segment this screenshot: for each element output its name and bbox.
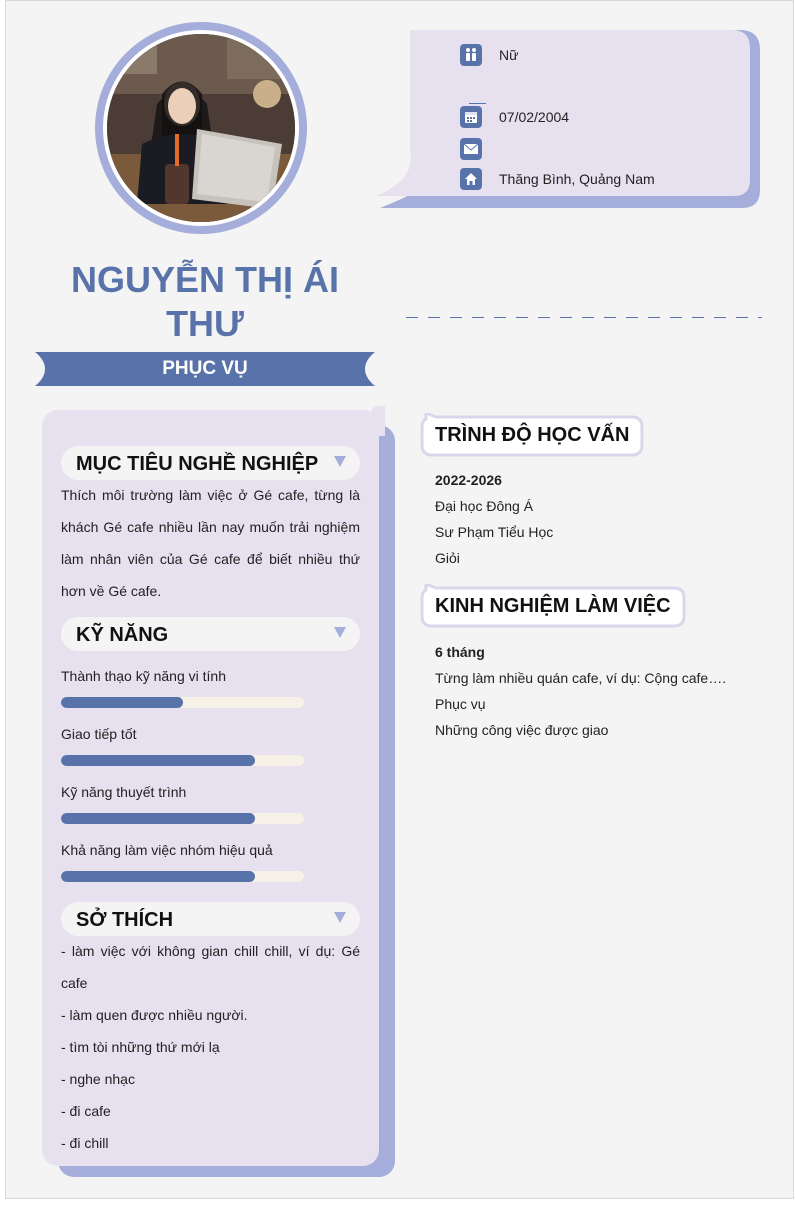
skill-bar [61, 813, 304, 824]
chevron-down-icon [334, 912, 346, 923]
home-icon [460, 168, 482, 190]
education-grade: Giỏi [435, 550, 460, 566]
calendar-icon [460, 106, 482, 128]
skill-label: Khả năng làm việc nhóm hiệu quả [61, 842, 273, 858]
contact-birthdate [460, 105, 569, 129]
skill-bar [61, 871, 304, 882]
skill-bar-fill [61, 871, 255, 882]
list-item: - nghe nhạc [61, 1071, 135, 1087]
contact-address [460, 167, 655, 191]
skill-label: Giao tiếp tốt [61, 726, 137, 742]
skill-bar-fill [61, 813, 255, 824]
gender-icon [460, 44, 482, 66]
education-title: TRÌNH ĐỘ HỌC VẤN [435, 424, 630, 446]
skill-bar [61, 697, 304, 708]
education-period: 2022-2026 [435, 472, 502, 488]
education-major: Sư Phạm Tiểu Học [435, 524, 554, 540]
chevron-down-icon [334, 627, 346, 638]
address-value: Thăng Bình, Quảng Nam [499, 171, 655, 187]
skill-label: Thành thạo kỹ năng vi tính [61, 668, 226, 684]
list-item: - làm việc với không gian chill chill, ví dụ: Gé cafe [61, 943, 360, 991]
divider [406, 317, 762, 318]
objective-text: Thích môi trường làm việc ở Gé cafe, từng là khách Gé cafe nhiều lần nay muốn trải nghiệm làm nhân viên của Gé cafe để biết nhiều thứ hơn về Gé cafe. [61, 487, 360, 599]
gender-value: Nữ [499, 47, 519, 63]
skill-label: Kỹ năng thuyết trình [61, 784, 187, 800]
candidate-name: NGUYỄN THỊ ÁI THƯ [70, 259, 339, 344]
objective-header [61, 446, 360, 480]
list-item: - đi cafe [61, 1103, 111, 1119]
list-item: - tìm tòi những thứ mới lạ [61, 1039, 220, 1055]
avatar [107, 34, 295, 222]
list-item: - đi chill [61, 1135, 109, 1151]
hobbies-list [61, 935, 360, 1159]
skills-title: KỸ NĂNG [76, 624, 169, 646]
contact-email [460, 137, 499, 161]
birthdate-value: 07/02/2004 [499, 109, 570, 125]
list-item: - làm quen được nhiều người. [61, 1007, 248, 1023]
skill-bar-fill [61, 755, 255, 766]
position-title: PHỤC VỤ [162, 358, 248, 379]
panel-tab [371, 406, 385, 436]
email-icon [460, 138, 482, 160]
hobbies-title: SỞ THÍCH [76, 909, 174, 931]
position-ribbon [35, 352, 375, 386]
skill-bar-fill [61, 697, 183, 708]
skill-bar [61, 755, 304, 766]
phone-value [469, 103, 486, 104]
experience-role: Phục vụ [435, 696, 486, 712]
experience-title: KINH NGHIỆM LÀM VIỆC [435, 595, 671, 617]
skills-header [61, 617, 360, 651]
hobbies-header [61, 902, 360, 936]
chevron-down-icon [334, 456, 346, 467]
experience-description: Những công việc được giao [435, 722, 609, 738]
objective-title: MỤC TIÊU NGHỀ NGHIỆP [76, 453, 319, 475]
experience-place: Từng làm nhiều quán cafe, ví dụ: Cộng cafe…. [435, 670, 727, 686]
education-school: Đại học Đông Á [435, 498, 534, 514]
contact-gender [460, 43, 518, 67]
experience-duration: 6 tháng [435, 644, 485, 660]
